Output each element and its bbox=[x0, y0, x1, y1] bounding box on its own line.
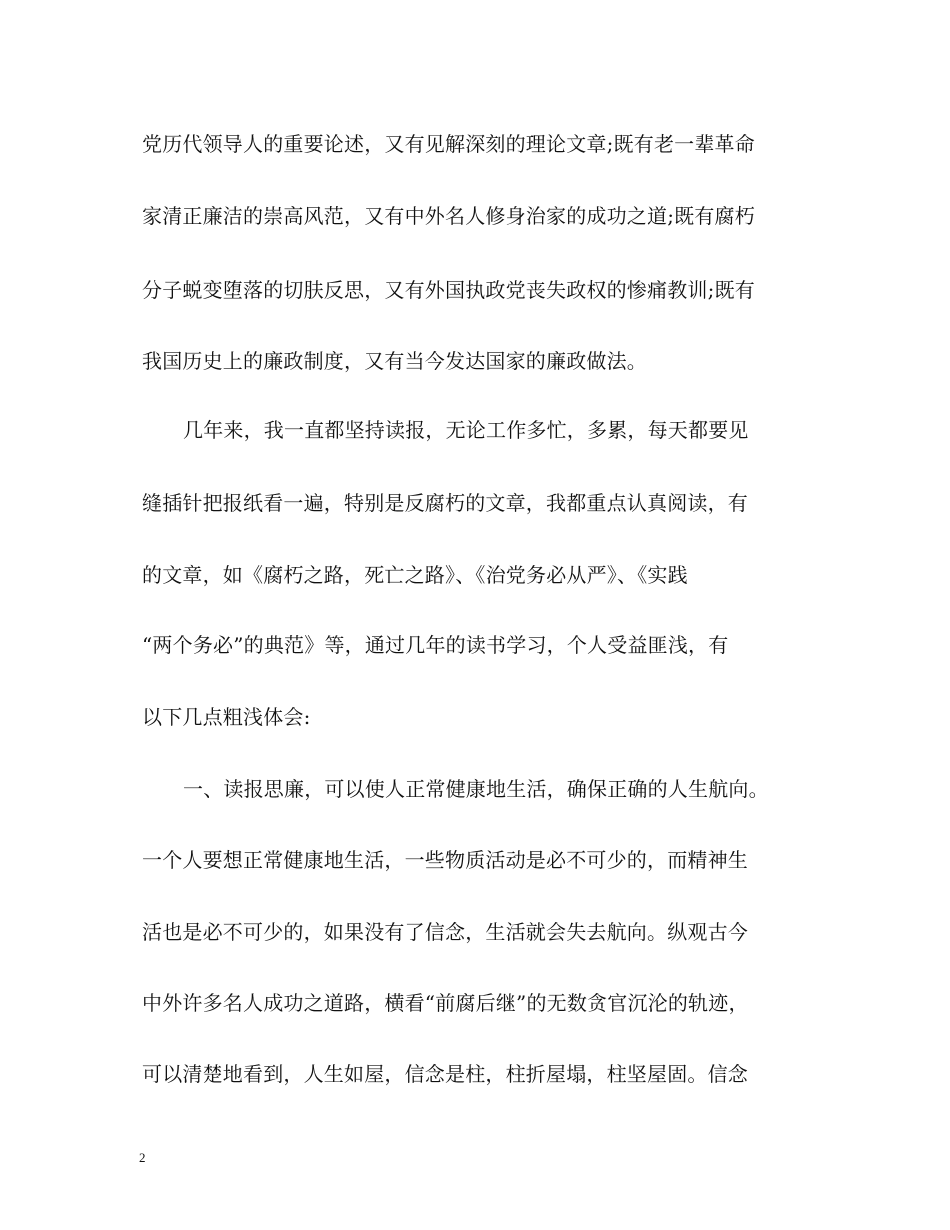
text-line: 分子蜕变堕落的切肤反思，又有外国执政党丧失政权的惨痛教训;既有 bbox=[142, 278, 755, 302]
text-line: 的文章，如《腐朽之路，死亡之路》、《治党务必从严》、《实践 bbox=[142, 563, 688, 587]
paragraph-first-line: 几年来，我一直都坚持读报，无论工作多忙，多累，每天都要见 bbox=[183, 418, 749, 442]
text-line: 活也是必不可少的，如果没有了信念，生活就会失去航向。纵观古今 bbox=[142, 920, 748, 944]
text-line: 以下几点粗浅体会: bbox=[142, 705, 311, 729]
text-line: 中外许多名人成功之道路，横看“前腐后继”的无数贪官沉沦的轨迹， bbox=[142, 991, 749, 1015]
text-line: 一个人要想正常健康地生活，一些物质活动是必不可少的，而精神生 bbox=[142, 848, 748, 872]
section-heading-line: 一、读报思廉，可以使人正常健康地生活，确保正确的人生航向。 bbox=[183, 777, 769, 801]
text-line: 我国历史上的廉政制度，又有当今发达国家的廉政做法。 bbox=[142, 349, 647, 373]
text-line: 家清正廉洁的崇高风范，又有中外名人修身治家的成功之道;既有腐朽 bbox=[142, 204, 755, 228]
page-number: 2 bbox=[139, 1150, 146, 1165]
text-line: 缝插针把报纸看一遍，特别是反腐朽的文章，我都重点认真阅读，有 bbox=[142, 491, 748, 515]
text-line: 党历代领导人的重要论述，又有见解深刻的理论文章;既有老一辈革命 bbox=[142, 132, 755, 156]
text-line: “两个务必”的典范》等，通过几年的读书学习，个人受益匪浅，有 bbox=[142, 633, 729, 657]
text-line: 可以清楚地看到，人生如屋，信念是柱，柱折屋塌，柱坚屋固。信念 bbox=[142, 1062, 748, 1086]
